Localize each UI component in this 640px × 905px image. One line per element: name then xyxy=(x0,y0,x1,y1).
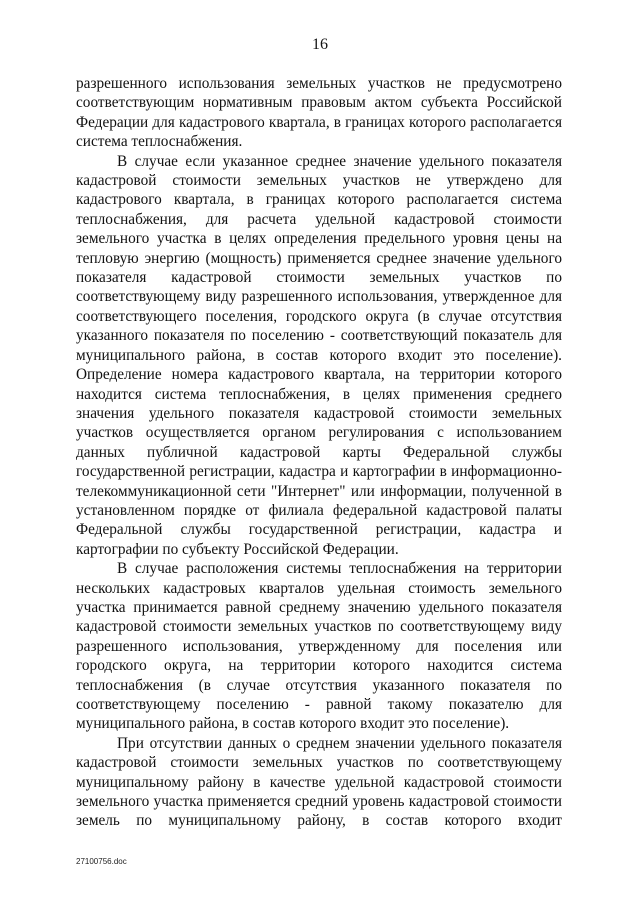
paragraph-continuation: разрешенного использования земельных участков не предусмотрено соответствующим нормативным правовым актом субъекта Российской Федерации для кадастрового квартала, в границах которого располагается система теплоснабжения. xyxy=(76,75,562,151)
document-body xyxy=(76,74,562,831)
footer-file-name: 27100756.doc xyxy=(76,857,127,866)
paragraph-no-data-municipal-district: При отсутствии данных о среднем значении удельного показателя кадастровой стоимости земельных участков по соответствующему муниципальному району в качестве удельной кадастровой стоимости земельного участка применяется средний уровень кадастровой стоимости земель по муниципальному району, в состав которого входит xyxy=(76,734,562,830)
page-number: 16 xyxy=(312,36,328,53)
paragraph-multiple-cadastral-quarters: В случае расположения системы теплоснабжения на территории нескольких кадастровых кварталов удельная стоимость земельного участка принимается равной среднему значению удельного показателя кадастровой стоимости земельных участков по соответствующему виду разрешенного использования, утвержденному для поселения или городского округа, на территории которого находится система теплоснабжения (в случае отсутствия указанного показателя по соответствующему поселению - равной такому показателю для муниципального района, в состав которого входит это поселение). xyxy=(76,560,562,733)
paragraph-average-value-not-approved: В случае если указанное среднее значение удельного показателя кадастровой стоимости земельных участков не утверждено для кадастрового квартала, в границах которого располагается система теплоснабжения, для расчета удельной кадастровой стоимости земельного участка в целях определения предельного уровня цены на тепловую энергию (мощность) применяется среднее значение удельного показателя кадастровой стоимости земельных участков по соответствующему виду разрешенного использования, утвержденное для соответствующего поселения, городского округа (в случае отсутствия указанного показателя по поселению - соответствующий показатель для муниципального района, в состав которого входит это поселение). Определение номера кадастрового квартала, на территории которого находится система теплоснабжения, в целях применения среднего значения удельного показателя кадастровой стоимости земельных участков осуществляется органом регулирования с использованием данных публичной кадастровой карты Федеральной службы государственной регистрации, кадастра и картографии в информационно-телекоммуникационной сети "Интернет" или информации, полученной в установленном порядке от филиала федеральной кадастровой палаты Федеральной службы государственной регистрации, кадастра и картографии по субъекту Российской Федерации. xyxy=(76,152,562,558)
